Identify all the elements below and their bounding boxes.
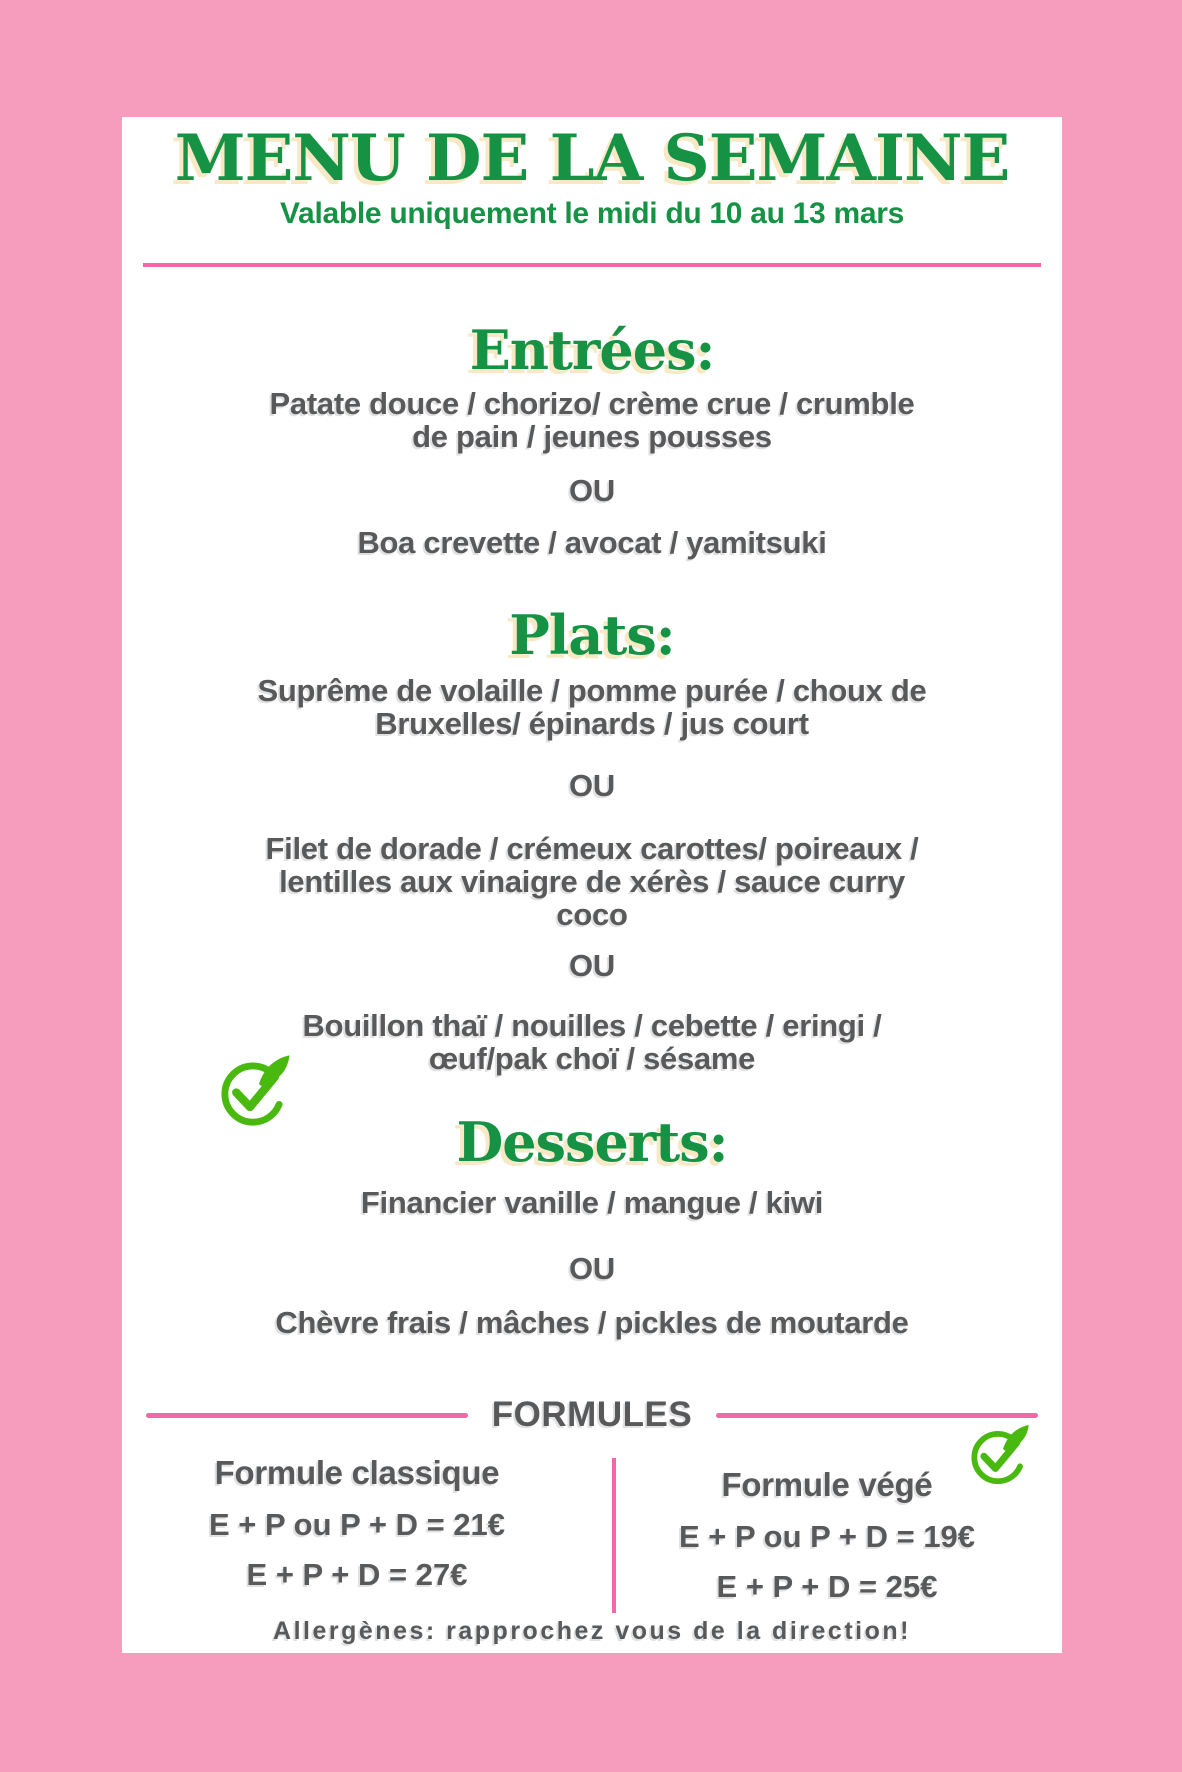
formule-classique-title: Formule classique: [214, 1454, 500, 1491]
menu-item-line: Boa crevette / avocat / yamitsuki: [357, 525, 827, 560]
menu-item-plat-1: [122, 674, 1062, 740]
or-separator: OU: [569, 948, 615, 983]
header-divider: [143, 263, 1041, 267]
or-separator: OU: [569, 473, 615, 508]
formules-vertical-divider: [612, 1458, 616, 1613]
formule-classique-price-2: E + P + D = 27€: [246, 1557, 468, 1592]
formules-right-line: [716, 1413, 1038, 1418]
formule-vege-price-2: E + P + D = 25€: [716, 1569, 938, 1604]
page-title: MENU DE LA SEMAINE: [174, 121, 1010, 196]
menu-item-line: Bouillon thaï / nouilles / cebette / eringi /: [302, 1008, 882, 1043]
section-heading-desserts: Desserts:: [456, 1110, 728, 1174]
menu-item-line: Bruxelles/ épinards / jus court: [375, 706, 809, 741]
menu-item-line: œuf/pak choï / sésame: [428, 1041, 756, 1076]
validity-subtitle: Valable uniquement le midi du 10 au 13 mars: [280, 197, 904, 230]
menu-item-line: coco: [556, 897, 628, 932]
menu-item-line: de pain / jeunes pousses: [412, 419, 772, 454]
allergens-note: Allergènes: rapprochez vous de la direction!: [273, 1617, 911, 1645]
or-separator: OU: [569, 1251, 615, 1286]
menu-item-dessert-1: [122, 1186, 1062, 1219]
or-separator: OU: [569, 768, 615, 803]
formule-classique-column: [122, 1447, 592, 1617]
vegetarian-leaf-check-icon: [966, 1423, 1030, 1487]
formule-vege-title: Formule végé: [721, 1466, 933, 1503]
formules-columns: [122, 1447, 1062, 1617]
formules-heading: FORMULES: [491, 1395, 693, 1434]
section-heading-entrees: Entrées:: [469, 318, 715, 382]
menu-item-line: Filet de dorade / crémeux carottes/ poireaux /: [265, 831, 919, 866]
menu-item-line: lentilles aux vinaigre de xérès / sauce curry: [279, 864, 905, 899]
formule-classique-price-1: E + P ou P + D = 21€: [208, 1507, 506, 1542]
formules-heading-row: [122, 1395, 1062, 1435]
menu-item-line: Chèvre frais / mâches / pickles de moutarde: [275, 1305, 909, 1340]
formules-left-line: [146, 1413, 468, 1418]
menu-item-entree-2: [122, 526, 1062, 559]
menu-item-line: Suprême de volaille / pomme purée / choux de: [257, 673, 927, 708]
menu-item-dessert-2: [122, 1306, 1062, 1339]
menu-card: [122, 117, 1062, 1653]
formule-vege-price-1: E + P ou P + D = 19€: [678, 1519, 976, 1554]
section-heading-plats: Plats:: [509, 603, 675, 667]
menu-item-line: Patate douce / chorizo/ crème crue / crumble: [269, 386, 915, 421]
menu-item-line: Financier vanille / mangue / kiwi: [360, 1185, 824, 1220]
menu-item-entree-1: [122, 387, 1062, 453]
menu-item-plat-2: [122, 832, 1062, 931]
